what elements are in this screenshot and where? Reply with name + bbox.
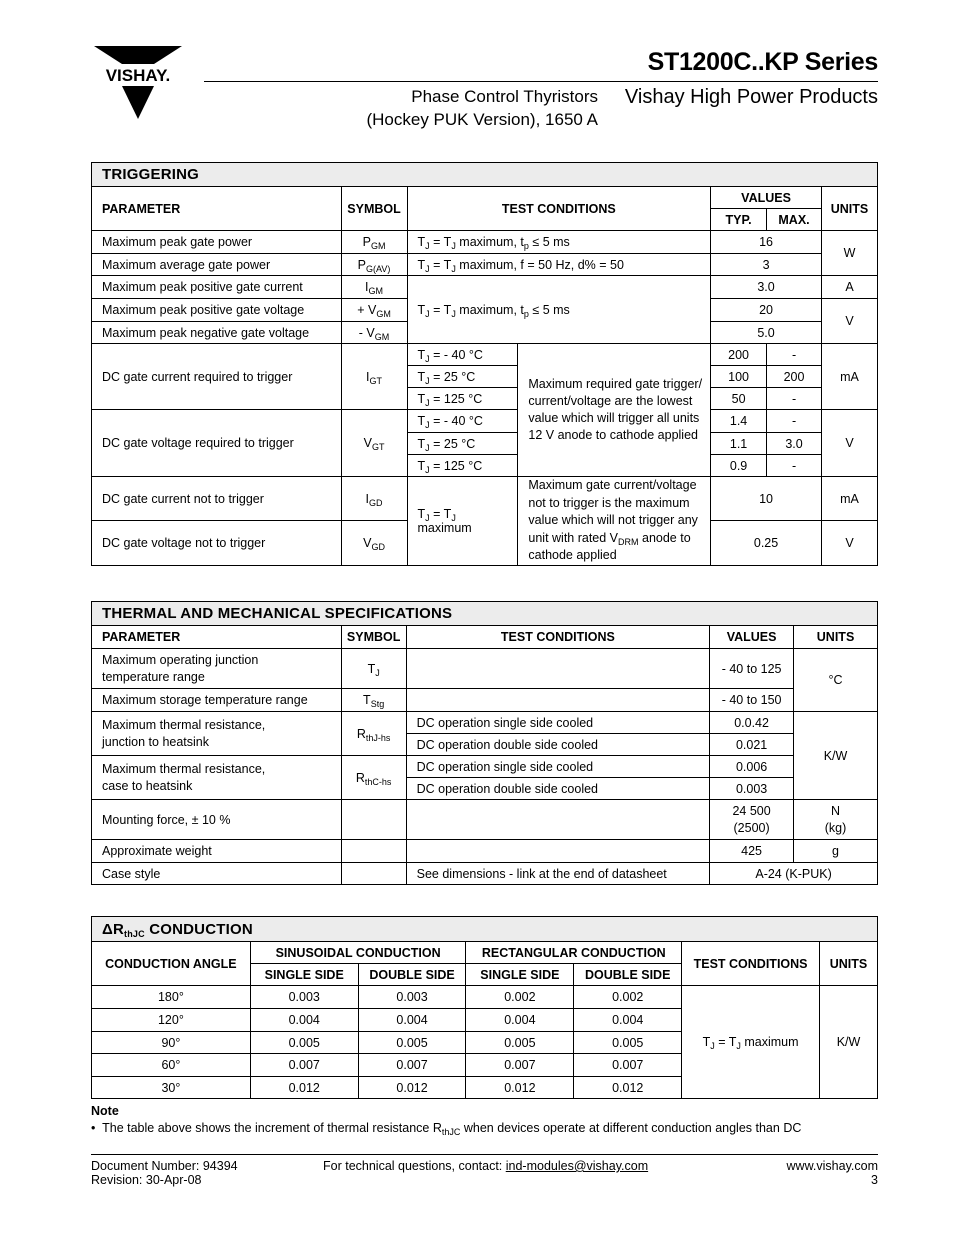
max-cell: - [767, 455, 822, 477]
header-test-conditions: TEST CONDITIONS [406, 626, 710, 649]
typ-cell: 0.9 [711, 455, 767, 477]
trigger-note-cell: Maximum required gate trigger/ current/voltage are the lowest value which will trigger all units 12 V anode to cathode applied [518, 344, 711, 477]
table-row [92, 863, 878, 885]
max-cell: 200 [767, 366, 822, 388]
website-link[interactable]: www.vishay.com [786, 1159, 878, 1173]
header-units: UNITS [819, 942, 877, 986]
symbol-cell: $T_J$ [341, 649, 406, 689]
symbol-cell: $I_{GT}$ [341, 344, 407, 410]
typ-cell: 50 [711, 388, 767, 410]
conduction-table [91, 916, 878, 1099]
temp-cell: $T_J = 25$ °C [407, 433, 518, 455]
symbol-cell: $I_{GD}$ [341, 477, 407, 521]
value-cell: 24 500 (2500) [710, 800, 794, 840]
header-symbol: SYMBOL [341, 626, 406, 649]
unit-cell: mA [822, 344, 878, 410]
value-cell: 0.004 [250, 1009, 358, 1032]
parameter-cell: Maximum peak negative gate voltage [92, 322, 342, 344]
symbol-cell: $R_{thC-hs}$ [341, 756, 406, 800]
header-parameter: PARAMETER [92, 626, 342, 649]
condition-cell: $T_J = T_J$ maximum, $t_p \le 5$ ms [407, 276, 711, 344]
header-conduction-angle: CONDUCTION ANGLE [92, 942, 251, 986]
value-cell: 0.004 [574, 1009, 682, 1032]
value-cell: 3.0 [711, 276, 822, 299]
parameter-cell: Maximum peak gate power [92, 231, 342, 254]
table-row [92, 800, 878, 840]
series-title: ST1200C..KP Series [647, 48, 878, 76]
table-row [92, 231, 878, 254]
note-text: • The table above shows the increment of thermal resistance $R_{thJC}$ when devices operate at different conduction angles than DC [91, 1121, 802, 1137]
symbol-cell: $R_{thJ-hs}$ [341, 712, 406, 756]
subtitle-line-1: Phase Control Thyristors [411, 87, 598, 106]
value-cell: 0.003 [358, 986, 466, 1009]
vishay-logo [92, 44, 184, 120]
parameter-cell: Maximum average gate power [92, 254, 342, 276]
brand-name: Vishay High Power Products [624, 86, 878, 108]
header-values: VALUES [711, 187, 822, 209]
header-sinusoidal: SINUSOIDAL CONDUCTION [250, 942, 466, 964]
document-subtitle [344, 85, 598, 131]
not-trigger-note-cell: Maximum gate current/voltage not to trigger is the maximum value which will not trigger any unit with rated $V_{DRM}$ anode to cathode applied [518, 477, 711, 566]
contact-email-link[interactable]: ind-modules@vishay.com [505, 1159, 649, 1173]
header-test-conditions: TEST CONDITIONS [407, 187, 711, 231]
max-cell: 3.0 [767, 433, 822, 455]
value-cell: 0.007 [466, 1054, 574, 1077]
unit-cell: V [822, 299, 878, 344]
table-row [92, 840, 878, 863]
value-cell: - 40 to 125 [710, 649, 794, 689]
condition-cell: $T_J = T_J$ maximum [682, 986, 820, 1099]
revision: Revision: 30-Apr-08 [91, 1173, 202, 1187]
header-rectangular: RECTANGULAR CONDUCTION [466, 942, 682, 964]
temp-cell: $T_J = 125$ °C [407, 388, 518, 410]
header-symbol: SYMBOL [341, 187, 407, 231]
thermal-table [91, 601, 878, 885]
triggering-table [91, 162, 878, 566]
parameter-cell: DC gate current not to trigger [92, 477, 342, 521]
value-cell: 425 [710, 840, 794, 863]
unit-cell: N (kg) [794, 800, 878, 840]
header-rect-single: SINGLE SIDE [466, 964, 574, 986]
table-row [92, 756, 878, 778]
parameter-cell: Maximum thermal resistance, case to heatsink [92, 756, 342, 800]
parameter-cell: Maximum peak positive gate current [92, 276, 342, 299]
parameter-cell: Case style [92, 863, 342, 885]
value-cell: A-24 (K-PUK) [710, 863, 878, 885]
header-rule [204, 81, 878, 82]
symbol-cell: + $V_{GM}$ [341, 299, 407, 322]
table-row [92, 410, 878, 433]
unit-cell: K/W [794, 712, 878, 800]
condition-cell: DC operation double side cooled [406, 778, 710, 800]
parameter-cell: Maximum operating junction temperature range [92, 649, 342, 689]
value-cell: 0.25 [711, 521, 822, 565]
unit-cell: V [822, 410, 878, 477]
angle-cell: 180° [92, 986, 251, 1009]
table-row [92, 986, 878, 1009]
condition-cell: See dimensions - link at the end of datasheet [406, 863, 710, 885]
parameter-cell: Mounting force, ± 10 % [92, 800, 342, 840]
thermal-title: THERMAL AND MECHANICAL SPECIFICATIONS [92, 602, 878, 626]
value-cell: - 40 to 150 [710, 689, 794, 712]
value-cell: 3 [711, 254, 822, 276]
conduction-title: $\Delta R_{thJC}$ CONDUCTION [92, 917, 878, 942]
value-cell: 20 [711, 299, 822, 322]
parameter-cell: DC gate voltage not to trigger [92, 521, 342, 565]
value-cell: 0.012 [466, 1077, 574, 1099]
value-cell: 0.021 [710, 734, 794, 756]
value-cell: 0.007 [250, 1054, 358, 1077]
header-units: UNITS [822, 187, 878, 231]
value-cell: 0.007 [574, 1054, 682, 1077]
footer-document-info [91, 1159, 238, 1187]
value-cell: 0.012 [574, 1077, 682, 1099]
max-cell: - [767, 410, 822, 433]
parameter-cell: Maximum thermal resistance, junction to heatsink [92, 712, 342, 756]
condition-cell: DC operation single side cooled [406, 712, 710, 734]
header-test-conditions: TEST CONDITIONS [682, 942, 820, 986]
footer-rule [91, 1154, 878, 1155]
symbol-cell: $T_{Stg}$ [341, 689, 406, 712]
unit-cell: °C [794, 649, 878, 712]
typ-cell: 1.4 [711, 410, 767, 433]
unit-cell: V [822, 521, 878, 565]
value-cell: 0.012 [358, 1077, 466, 1099]
table-row [92, 712, 878, 734]
value-cell: 0.005 [574, 1032, 682, 1054]
symbol-cell: $P_{G(AV)}$ [341, 254, 407, 276]
parameter-cell: Maximum peak positive gate voltage [92, 299, 342, 322]
header-parameter: PARAMETER [92, 187, 342, 231]
value-cell: 0.012 [250, 1077, 358, 1099]
footer-contact: For technical questions, contact: ind-modules@vishay.com [323, 1159, 649, 1173]
symbol-cell [341, 800, 406, 840]
document-number: Document Number: 94394 [91, 1159, 238, 1173]
note-title: Note [91, 1104, 119, 1118]
header-sin-single: SINGLE SIDE [250, 964, 358, 986]
value-cell: 0.007 [358, 1054, 466, 1077]
parameter-cell: Maximum storage temperature range [92, 689, 342, 712]
typ-cell: 1.1 [711, 433, 767, 455]
value-cell: 0.005 [250, 1032, 358, 1054]
value-cell: 16 [711, 231, 822, 254]
symbol-cell: $V_{GT}$ [341, 410, 407, 477]
angle-cell: 30° [92, 1077, 251, 1099]
header-values: VALUES [710, 626, 794, 649]
parameter-cell: DC gate voltage required to trigger [92, 410, 342, 477]
unit-cell: K/W [819, 986, 877, 1099]
condition-cell: DC operation double side cooled [406, 734, 710, 756]
condition-cell: $T_J = T_J$ maximum, $t_p \le 5$ ms [407, 231, 711, 254]
logo-text: VISHAY. [105, 66, 171, 85]
symbol-cell: $P_{GM}$ [341, 231, 407, 254]
angle-cell: 120° [92, 1009, 251, 1032]
header-units: UNITS [794, 626, 878, 649]
symbol-cell: - $V_{GM}$ [341, 322, 407, 344]
value-cell: 10 [711, 477, 822, 521]
value-cell: 0.004 [466, 1009, 574, 1032]
value-cell: 0.0.42 [710, 712, 794, 734]
symbol-cell [341, 840, 406, 863]
table-row [92, 689, 878, 712]
value-cell: 0.004 [358, 1009, 466, 1032]
unit-cell: W [822, 231, 878, 276]
parameter-cell: DC gate current required to trigger [92, 344, 342, 410]
unit-cell: A [822, 276, 878, 299]
symbol-cell: $I_{GM}$ [341, 276, 407, 299]
value-cell: 0.005 [358, 1032, 466, 1054]
value-cell: 5.0 [711, 322, 822, 344]
value-cell: 0.006 [710, 756, 794, 778]
table-row [92, 477, 878, 521]
symbol-cell: $V_{GD}$ [341, 521, 407, 565]
max-cell: - [767, 388, 822, 410]
temp-cell: $T_J$ = - 40 °C [407, 410, 518, 433]
table-row [92, 344, 878, 366]
parameter-cell: Approximate weight [92, 840, 342, 863]
max-cell: - [767, 344, 822, 366]
value-cell: 0.002 [574, 986, 682, 1009]
typ-cell: 100 [711, 366, 767, 388]
header-typ: TYP. [711, 209, 767, 231]
subtitle-line-2: (Hockey PUK Version), 1650 A [366, 110, 598, 129]
triggering-title: TRIGGERING [92, 163, 878, 187]
page-number: 3 [871, 1173, 878, 1187]
header-sin-double: DOUBLE SIDE [358, 964, 466, 986]
header-rect-double: DOUBLE SIDE [574, 964, 682, 986]
table-row [92, 649, 878, 689]
table-row [92, 276, 878, 299]
header-max: MAX. [767, 209, 822, 231]
value-cell: 0.002 [466, 986, 574, 1009]
temp-cell: $T_J$ = - 40 °C [407, 344, 518, 366]
condition-cell: $T_J = T_J$ maximum, f = 50 Hz, d% = 50 [407, 254, 711, 276]
temp-cell: $T_J = 25$ °C [407, 366, 518, 388]
symbol-cell [341, 863, 406, 885]
condition-cell [406, 840, 710, 863]
footer-site [787, 1159, 878, 1187]
condition-cell: $T_J = T_J$ maximum [407, 477, 518, 566]
condition-cell [406, 649, 710, 689]
value-cell: 0.005 [466, 1032, 574, 1054]
angle-cell: 90° [92, 1032, 251, 1054]
value-cell: 0.003 [250, 986, 358, 1009]
note-bullet: • [91, 1121, 96, 1135]
angle-cell: 60° [92, 1054, 251, 1077]
condition-cell: DC operation single side cooled [406, 756, 710, 778]
condition-cell [406, 689, 710, 712]
unit-cell: g [794, 840, 878, 863]
condition-cell [406, 800, 710, 840]
table-row [92, 254, 878, 276]
typ-cell: 200 [711, 344, 767, 366]
temp-cell: $T_J = 125$ °C [407, 455, 518, 477]
unit-cell: mA [822, 477, 878, 521]
value-cell: 0.003 [710, 778, 794, 800]
